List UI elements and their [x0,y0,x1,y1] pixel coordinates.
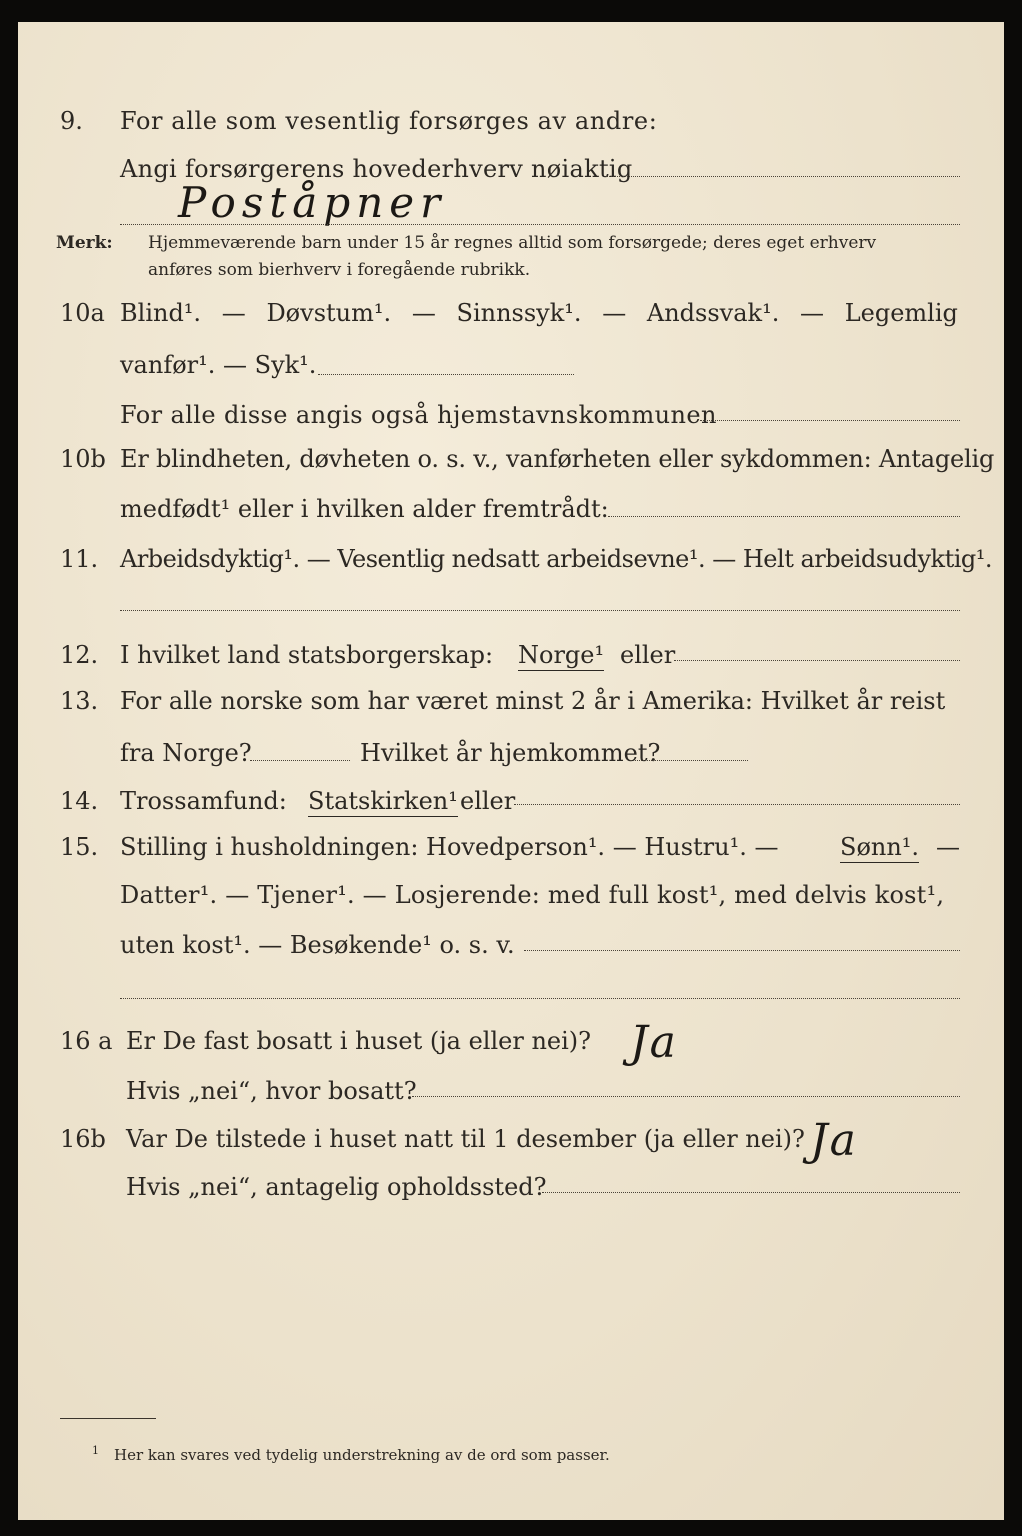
question-text: vanfør¹. — Syk¹. [120,351,317,379]
question-number: 11. [60,545,99,573]
dash: — [411,299,436,327]
option-blind: Blind¹. [120,299,202,327]
answer-dotted-line [524,950,960,951]
question-text: For alle disse angis også hjemstavnskommunen [120,401,717,429]
question-text: Var De tilstede i huset natt til 1 desember (ja eller nei)? [126,1125,805,1153]
answer-dotted-line [630,760,748,761]
note-label: Merk: [56,233,113,253]
question-number: 13. [60,687,99,715]
answer-dotted-line [514,804,960,805]
question-text: Arbeidsdyktig¹. — Vesentlig nedsatt arbeidsevne¹. — Helt arbeidsudyktig¹. [120,545,993,573]
question-options [120,298,958,328]
dash: — [602,299,627,327]
question-text: For alle norske som har været minst 2 år i Amerika: Hvilket år reist [120,687,946,715]
option-dovstum: Døvstum¹. [266,299,392,327]
handwritten-answer-ja: Ja [630,1017,678,1068]
question-text: Er De fast bosatt i huset (ja eller nei)? [126,1027,592,1055]
answer-dotted-line [120,224,960,225]
note-text: anføres som bierhverv i foregående rubrikk. [148,260,531,280]
question-text: eller [460,787,516,815]
answer-dotted-line [542,1192,960,1193]
census-form-page [18,22,1004,1520]
answer-dotted-line [318,374,574,375]
question-text: uten kost¹. — Besøkende¹ o. s. v. [120,931,515,959]
question-text: Trossamfund: [120,787,287,815]
option-sinnssyk: Sinnssyk¹. [456,299,582,327]
question-text: medfødt¹ eller i hvilken alder fremtrådt: [120,495,609,523]
answer-dotted-line [250,760,350,761]
question-number: 10a [60,299,105,327]
question-text: Hvis „nei“, hvor bosatt? [126,1077,417,1105]
dash: — [221,299,246,327]
question-text: fra Norge? [120,739,252,767]
question-text: Datter¹. — Tjener¹. — Losjerende: med full kost¹, med delvis kost¹, [120,881,945,909]
dash: — [936,833,960,861]
handwritten-occupation: Poståpner [178,178,447,227]
question-text: Er blindheten, døvheten o. s. v., vanførheten eller sykdommen: Antagelig [120,445,995,473]
question-text: Angi forsørgerens hovederhverv nøiaktig [120,155,633,183]
question-number: 16b [60,1125,106,1153]
footnote-mark: 1 [92,1444,99,1457]
question-text: Hvilket år hjemkommet? [360,739,661,767]
answer-dotted-line [606,176,960,177]
question-number: 12. [60,641,99,669]
option-statskirken-underlined: Statskirken¹ [308,787,458,815]
question-text: Stilling i husholdningen: Hovedperson¹. — Hustru¹. — [120,833,779,861]
option-sonn-underlined: Sønn¹. [840,833,920,861]
answer-dotted-line [412,1096,960,1097]
answer-dotted-line [700,420,960,421]
answer-dotted-line [120,998,960,999]
dash: — [800,299,825,327]
question-text: I hvilket land statsborgerskap: [120,641,494,669]
question-number: 9. [60,107,83,135]
question-number: 14. [60,787,99,815]
question-number: 16 a [60,1027,113,1055]
note-text: Hjemmeværende barn under 15 år regnes alltid som forsørgede; deres eget erhverv [148,233,877,253]
question-text: For alle som vesentlig forsørges av andre: [120,107,658,135]
answer-dotted-line [120,610,960,611]
answer-dotted-line [608,516,960,517]
question-number: 15. [60,833,99,861]
question-text: Hvis „nei“, antagelig opholdssted? [126,1173,547,1201]
question-text: eller [620,641,676,669]
answer-dotted-line [674,660,960,661]
option-legemlig: Legemlig [844,299,958,327]
question-number: 10b [60,445,106,473]
footnote-text: Her kan svares ved tydelig understrekning av de ord som passer. [114,1446,610,1464]
option-andssvak: Andssvak¹. [646,299,780,327]
option-norge-underlined: Norge¹ [518,641,605,669]
footnote-rule [60,1418,156,1419]
handwritten-answer-ja: Ja [810,1115,858,1166]
